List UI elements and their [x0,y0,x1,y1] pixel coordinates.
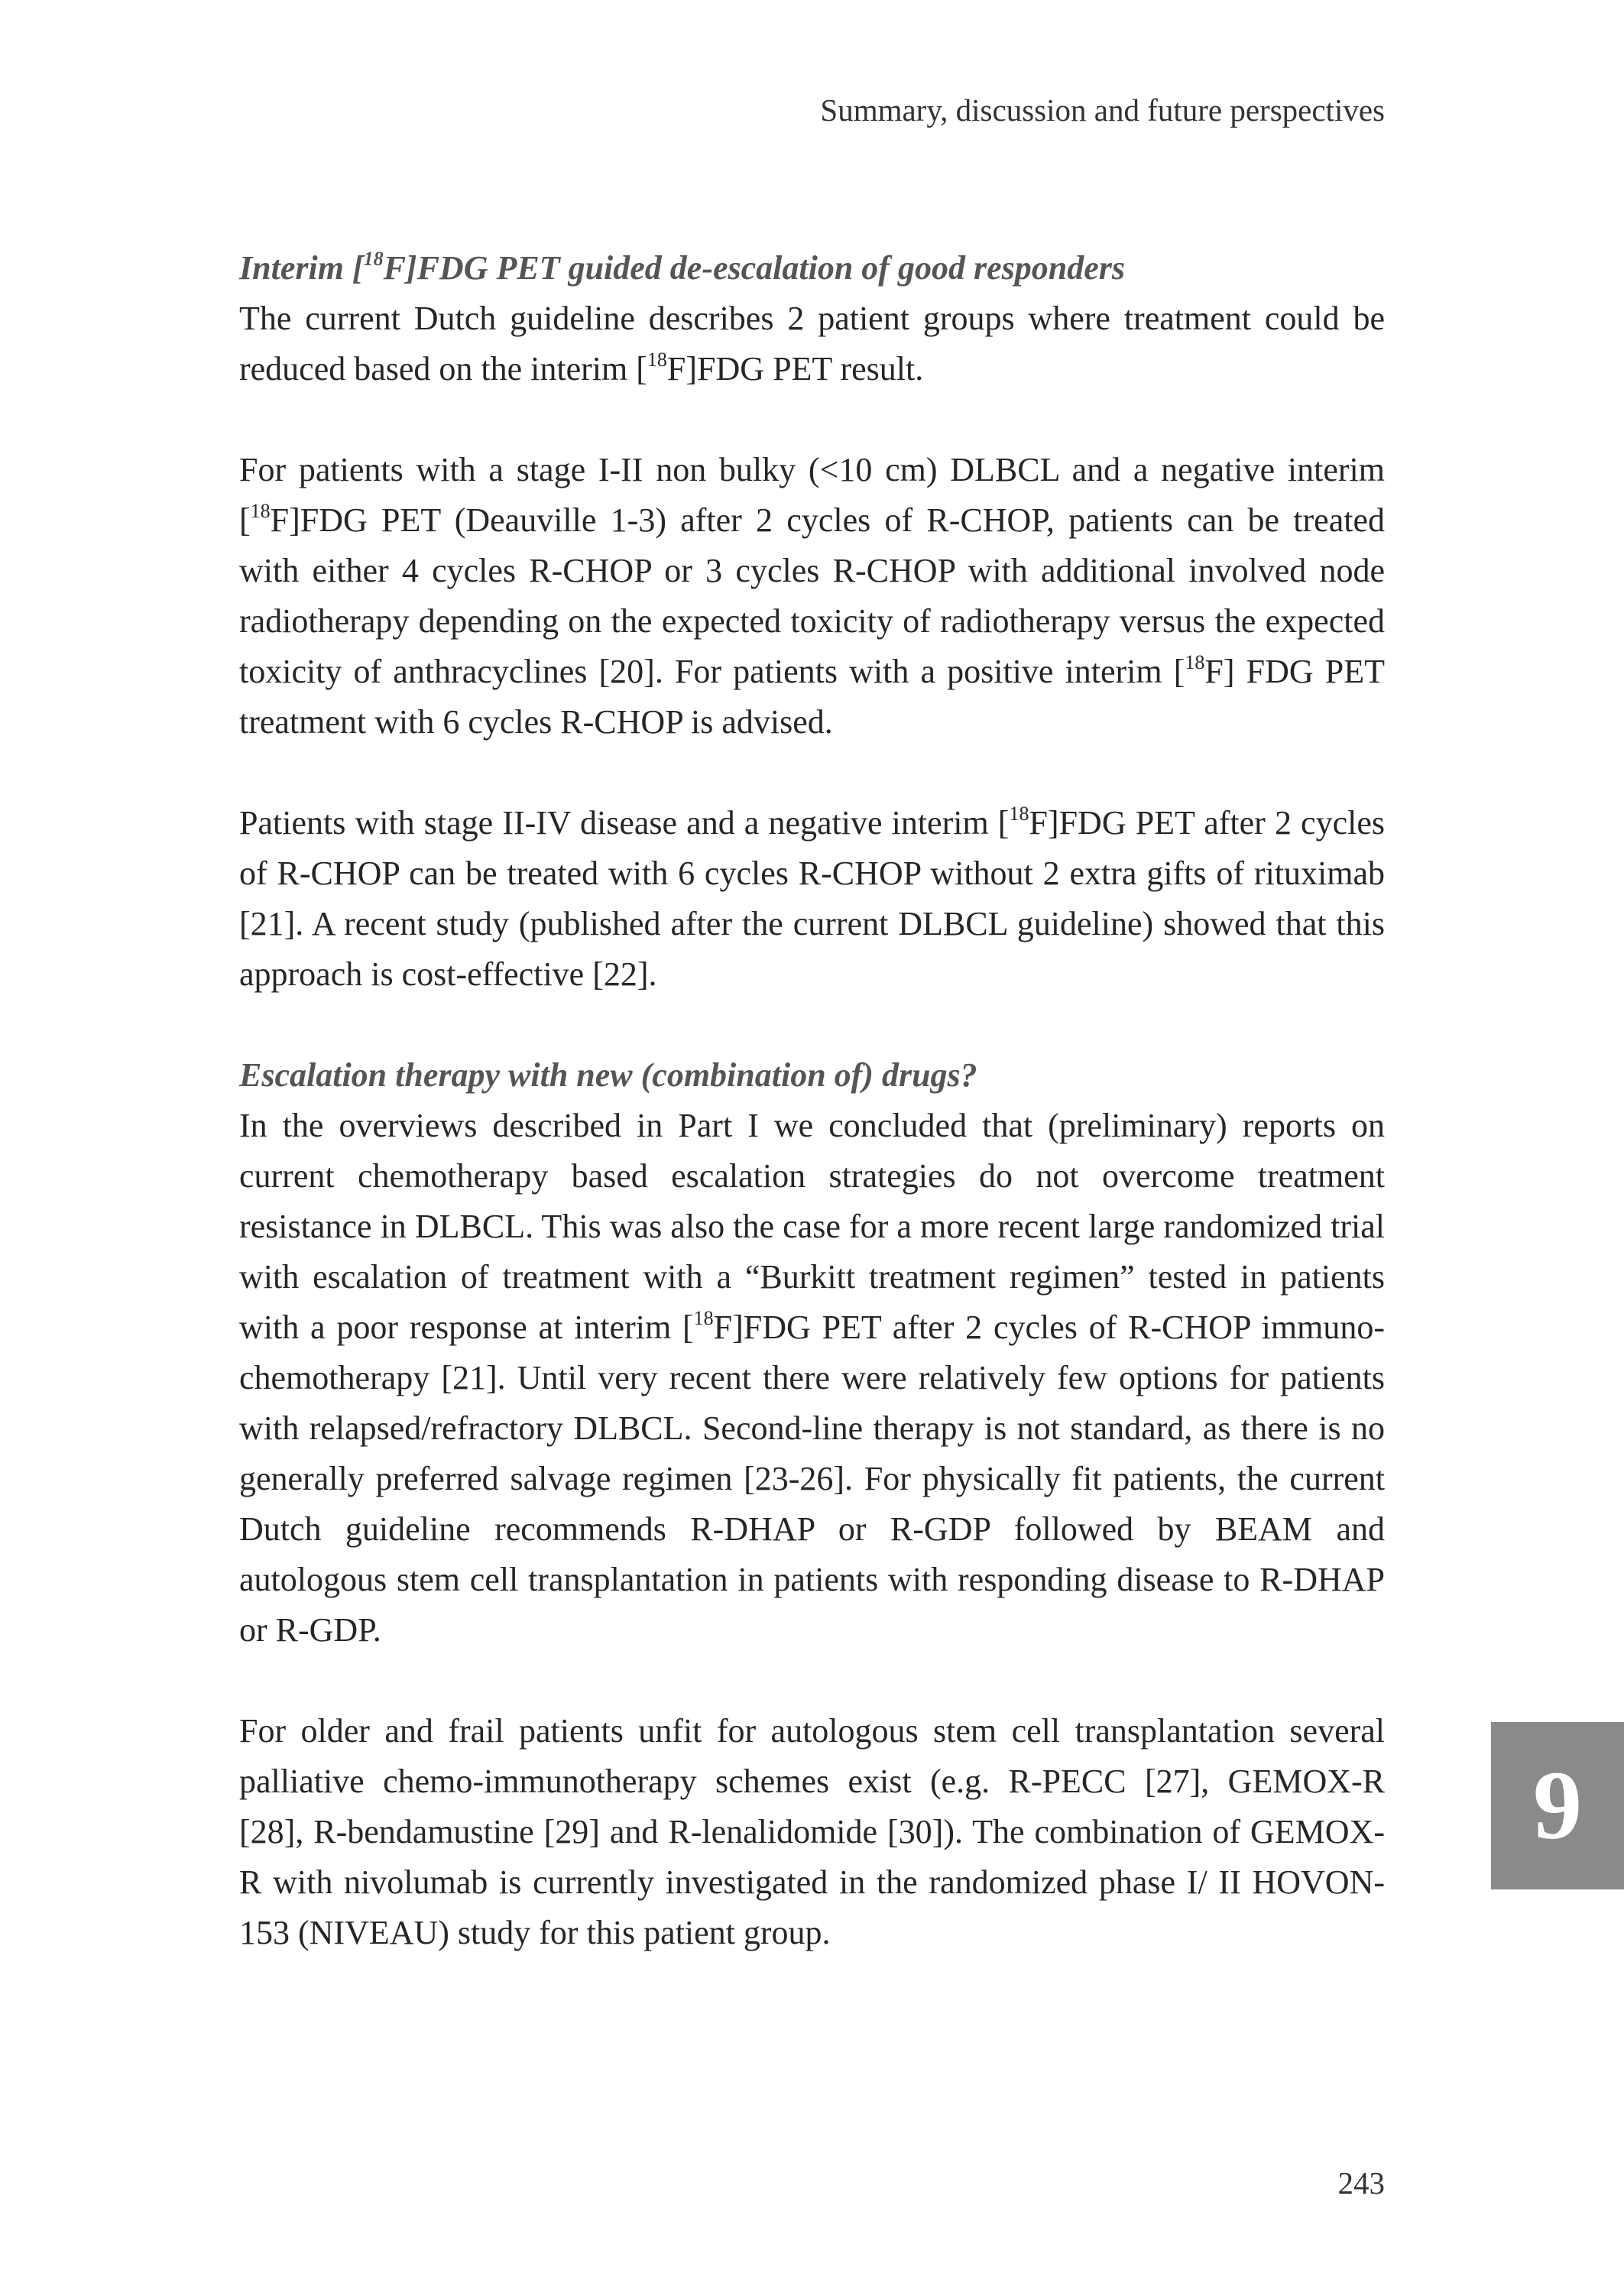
paragraph-spacer [239,1656,1385,1706]
superscript: 18 [693,1307,714,1330]
section-heading-escalation: Escalation therapy with new (combination of) drugs? [239,1056,977,1094]
chapter-tab [1491,1722,1624,1889]
paragraph [239,445,1385,748]
paragraph-text: In the overviews described in Part I we concluded that (preliminary) reports on current chemotherapy based escalation strategies do not overcome treatment resistance in DLBCL. This was also the case for a more recent large randomized trial with escalation of treatment with a “Burkitt treatment regimen” tested in patients with a poor response at interim [ [239,1107,1385,1346]
running-header: Summary, discussion and future perspectives [820,92,1385,128]
paragraph-text: F]FDG PET (Deauville 1-3) after 2 cycles of R-CHOP, patients can be treated with either 4 cycles R-CHOP or 3 cycles R-CHOP with additional involved node radiotherapy depending on the expected toxicity of radiotherapy versus the expected toxicity of anthracyclines [20]. For patients with a positive interim [ [239,501,1385,690]
superscript: 18 [647,349,667,371]
paragraph [239,798,1385,1000]
superscript: 18 [1009,803,1029,825]
paragraph-text: F]FDG PET after 2 cycles of R-CHOP immuno-chemotherapy [21]. Until very recent there were relatively few options for patients with relapsed/refractory DLBCL. Second-line therapy is not standard, as there is no generally preferred salvage regimen [23-26]. For physically fit patients, the current Dutch guideline recommends R-DHAP or R-GDP followed by BEAM and autologous stem cell transplantation in patients with responding disease to R-DHAP or R-GDP. [239,1309,1385,1649]
paragraph-text: F] FDG PET treatment with 6 cycles R-CHOP is advised. [239,653,1385,741]
paragraph [239,294,1385,394]
chapter-number: 9 [1533,1751,1582,1860]
paragraph-text: The current Dutch guideline describes 2 patient groups where treatment could be reduced based on the interim [ [239,300,1385,388]
paragraph: For older and frail patients unfit for autologous stem cell transplantation several palliative chemo-immunotherapy schemes exist (e.g. R-PECC [27], GEMOX-R [28], R-bendamustine [29] and R-lenalidomide [30]). The combination of GEMOX-R with nivolumab is currently investigated in the randomized phase I/ II HOVON-153 (NIVEAU) study for this patient group. [239,1712,1385,1951]
paragraph-spacer [239,1000,1385,1050]
section-heading-deescalation [239,243,1385,294]
paragraph [239,1101,1385,1656]
paragraph-text: F]FDG PET result. [666,350,924,388]
superscript: 18 [363,248,384,271]
paragraph-text: For patients with a stage I-II non bulky (<10 cm) DLBCL and a negative interim [ [239,451,1385,539]
paragraph-spacer [239,394,1385,445]
paragraph-text: F]FDG PET after 2 cycles of R-CHOP can be treated with 6 cycles R-CHOP without 2 extra gifts of rituximab [21]. A recent study (published after the current DLBCL guideline) showed that this approach is cost-effective [22]. [239,804,1385,993]
paragraph-spacer [239,748,1385,798]
page-number: 243 [1337,2165,1385,2201]
page-body [239,243,1385,1958]
paragraph-text: Patients with stage II-IV disease and a negative interim [ [239,804,1010,842]
superscript: 18 [250,500,271,523]
superscript: 18 [1185,651,1205,674]
heading-text-part: Interim [ [239,249,364,287]
heading-text-part: F]FDG PET guided de-escalation of good responders [383,249,1125,287]
